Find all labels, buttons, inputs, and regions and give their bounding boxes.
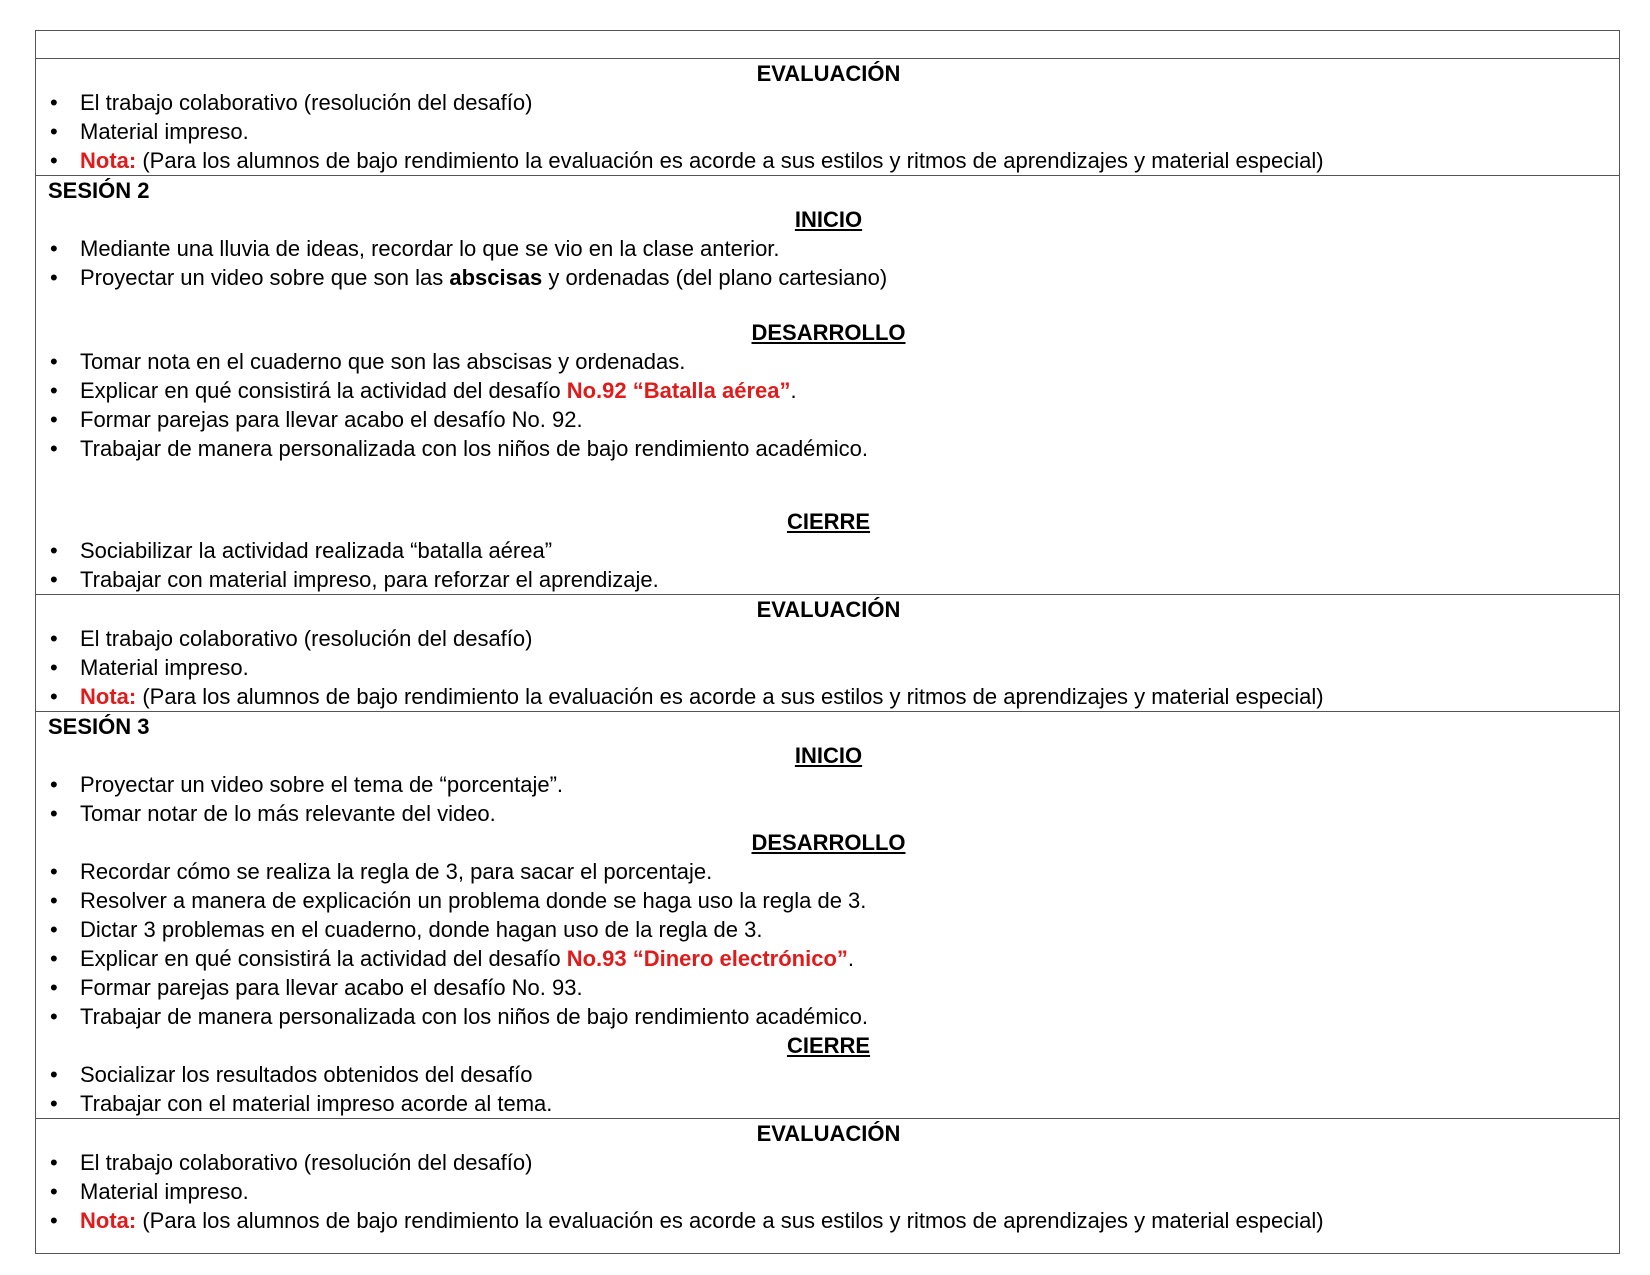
desarrollo-list — [48, 347, 1609, 463]
challenge-name: No.93 “Dinero electrónico” — [566, 946, 848, 971]
list-item: • Dictar 3 problemas en el cuaderno, donde hagan uso de la regla de 3. — [48, 915, 1609, 944]
nota-label: Nota: — [80, 148, 137, 173]
list-item: • Material impreso. — [48, 117, 1609, 146]
list-item — [48, 376, 1609, 405]
text: Explicar en qué consistirá la actividad del desafío — [80, 378, 567, 403]
nota-text: (Para los alumnos de bajo rendimiento la evaluación es acorde a sus estilos y ritmos de aprendizajes y material especial) — [136, 1208, 1324, 1233]
session-3-row — [36, 711, 1619, 1118]
list-item: • Formar parejas para llevar acabo el desafío No. 92. — [48, 405, 1609, 434]
evaluation-list — [48, 1148, 1609, 1235]
list-item: • Proyectar un video sobre el tema de “porcentaje”. — [48, 770, 1609, 799]
list-item — [48, 1206, 1609, 1235]
cierre-heading: CIERRE — [786, 1033, 871, 1058]
desarrollo-list — [48, 857, 1609, 1031]
challenge-name: No.92 “Batalla aérea” — [566, 378, 791, 403]
evaluation-heading: EVALUACIÓN — [756, 61, 901, 86]
list-item — [48, 146, 1609, 175]
list-item — [48, 682, 1609, 711]
evaluation-row-1 — [36, 58, 1619, 175]
text: Explicar en qué consistirá la actividad del desafío — [80, 946, 567, 971]
list-item: • Trabajar con material impreso, para reforzar el aprendizaje. — [48, 565, 1609, 594]
list-item: • Tomar notar de lo más relevante del video. — [48, 799, 1609, 828]
text: . — [847, 946, 855, 971]
evaluation-list — [48, 624, 1609, 711]
session-title: SESIÓN 2 — [48, 178, 150, 203]
nota-text: (Para los alumnos de bajo rendimiento la evaluación es acorde a sus estilos y ritmos de aprendizajes y material especial) — [136, 148, 1324, 173]
text: y ordenadas (del plano cartesiano) — [542, 265, 888, 290]
list-item: • El trabajo colaborativo (resolución del desafío) — [48, 1148, 1609, 1177]
list-item: • Sociabilizar la actividad realizada “batalla aérea” — [48, 536, 1609, 565]
lesson-plan-table — [35, 30, 1620, 1254]
list-item: • Recordar cómo se realiza la regla de 3, para sacar el porcentaje. — [48, 857, 1609, 886]
bold-text: abscisas — [449, 265, 543, 290]
desarrollo-heading: DESARROLLO — [751, 320, 906, 345]
list-item: • Resolver a manera de explicación un problema donde se haga uso la regla de 3. — [48, 886, 1609, 915]
list-item: • Trabajar con el material impreso acorde al tema. — [48, 1089, 1609, 1118]
list-item: • Material impreso. — [48, 653, 1609, 682]
cierre-list — [48, 1060, 1609, 1118]
nota-label: Nota: — [80, 684, 137, 709]
evaluation-row-2 — [36, 594, 1619, 711]
empty-row — [36, 31, 1619, 58]
cierre-list — [48, 536, 1609, 594]
inicio-heading: INICIO — [794, 207, 863, 232]
list-item — [48, 263, 1609, 292]
list-item: • Material impreso. — [48, 1177, 1609, 1206]
nota-label: Nota: — [80, 1208, 137, 1233]
list-item — [48, 944, 1609, 973]
list-item: • Tomar nota en el cuaderno que son las abscisas y ordenadas. — [48, 347, 1609, 376]
nota-text: (Para los alumnos de bajo rendimiento la evaluación es acorde a sus estilos y ritmos de aprendizajes y material especial) — [136, 684, 1324, 709]
evaluation-row-3 — [36, 1118, 1619, 1253]
list-item: • Trabajar de manera personalizada con los niños de bajo rendimiento académico. — [48, 1002, 1609, 1031]
inicio-heading: INICIO — [794, 743, 863, 768]
evaluation-list — [48, 88, 1609, 175]
cierre-heading: CIERRE — [786, 509, 871, 534]
session-title: SESIÓN 3 — [48, 714, 150, 739]
list-item: • Formar parejas para llevar acabo el desafío No. 93. — [48, 973, 1609, 1002]
list-item: • Mediante una lluvia de ideas, recordar lo que se vio en la clase anterior. — [48, 234, 1609, 263]
list-item: • Trabajar de manera personalizada con los niños de bajo rendimiento académico. — [48, 434, 1609, 463]
desarrollo-heading: DESARROLLO — [751, 830, 906, 855]
evaluation-heading: EVALUACIÓN — [756, 597, 901, 622]
session-2-row — [36, 175, 1619, 594]
list-item: • Socializar los resultados obtenidos del desafío — [48, 1060, 1609, 1089]
text: . — [790, 378, 797, 403]
list-item: • El trabajo colaborativo (resolución del desafío) — [48, 88, 1609, 117]
inicio-list — [48, 234, 1609, 292]
inicio-list — [48, 770, 1609, 828]
evaluation-heading: EVALUACIÓN — [756, 1121, 901, 1146]
text: Proyectar un video sobre que son las — [80, 265, 450, 290]
list-item: • El trabajo colaborativo (resolución del desafío) — [48, 624, 1609, 653]
